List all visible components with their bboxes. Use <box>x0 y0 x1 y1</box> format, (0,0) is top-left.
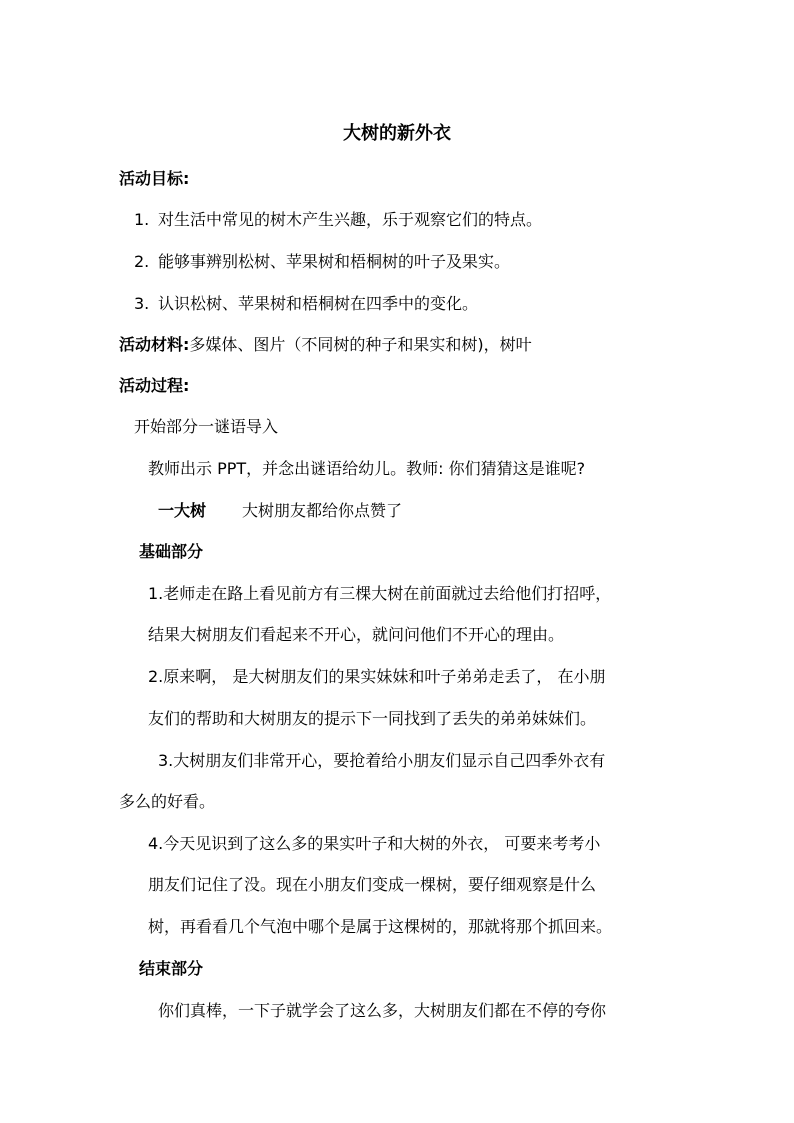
basic-line-7: 4.今天见识到了这么多的果实叶子和大树的外衣， 可要来考考小 <box>148 834 601 853</box>
goals-heading: 活动目标: <box>119 169 190 188</box>
goal-item-text: 认识松树、苹果树和梧桐树在四季中的变化。 <box>158 294 479 313</box>
ending-heading: 结束部分 <box>139 959 204 978</box>
basic-line-3: 2.原来啊， 是大树朋友们的果实妹妹和叶子弟弟走丢了， 在小朋 <box>148 667 606 686</box>
intro-answer: 一大树 <box>158 501 207 520</box>
basic-heading: 基础部分 <box>139 542 204 561</box>
basic-line-2: 结果大树朋友们看起来不开心，就问问他们不开心的理由。 <box>148 625 565 644</box>
process-heading: 活动过程: <box>119 376 190 395</box>
goal-item-2 <box>134 251 510 273</box>
basic-line-5: 3.大树朋友们非常开心，要抢着给小朋友们显示自己四季外衣有 <box>158 751 606 770</box>
materials-text: 多媒体、图片（不同树的种子和果实和树)，树叶 <box>189 335 532 354</box>
goal-item-number: 2. <box>134 252 150 271</box>
goal-item-3 <box>134 293 478 315</box>
basic-line-6: 多么的好看。 <box>119 792 216 811</box>
intro-line: 教师出示 PPT，并念出谜语给幼儿。教师: 你们猜猜这是谁呢? <box>148 459 586 478</box>
goal-item-number: 3. <box>134 294 150 313</box>
materials-line <box>119 334 532 356</box>
goal-item-1 <box>134 209 542 231</box>
basic-line-8: 朋友们记住了没。现在小朋友们变成一棵树，要仔细观察是什么 <box>148 875 597 894</box>
goal-item-number: 1. <box>134 210 150 229</box>
materials-heading: 活动材料: <box>119 335 190 354</box>
basic-line-4: 友们的帮助和大树朋友的提示下一同找到了丢失的弟弟妹妹们。 <box>148 709 597 728</box>
basic-line-1: 1.老师走在路上看见前方有三棵大树在前面就过去给他们打招呼， <box>148 584 612 603</box>
ending-line: 你们真棒，一下子就学会了这么多，大树朋友们都在不停的夸你 <box>158 1001 607 1020</box>
intro-answer-line <box>158 500 402 522</box>
intro-heading: 开始部分一谜语导入 <box>134 417 279 436</box>
basic-line-9: 树，再看看几个气泡中哪个是属于这棵树的，那就将那个抓回来。 <box>148 917 613 936</box>
goal-item-text: 能够事辨别松树、苹果树和梧桐树的叶子及果实。 <box>158 252 511 271</box>
intro-answer-note: 大树朋友都给你点赞了 <box>242 501 403 520</box>
document-title: 大树的新外衣 <box>343 123 451 144</box>
goal-item-text: 对生活中常见的树木产生兴趣，乐于观察它们的特点。 <box>158 210 543 229</box>
